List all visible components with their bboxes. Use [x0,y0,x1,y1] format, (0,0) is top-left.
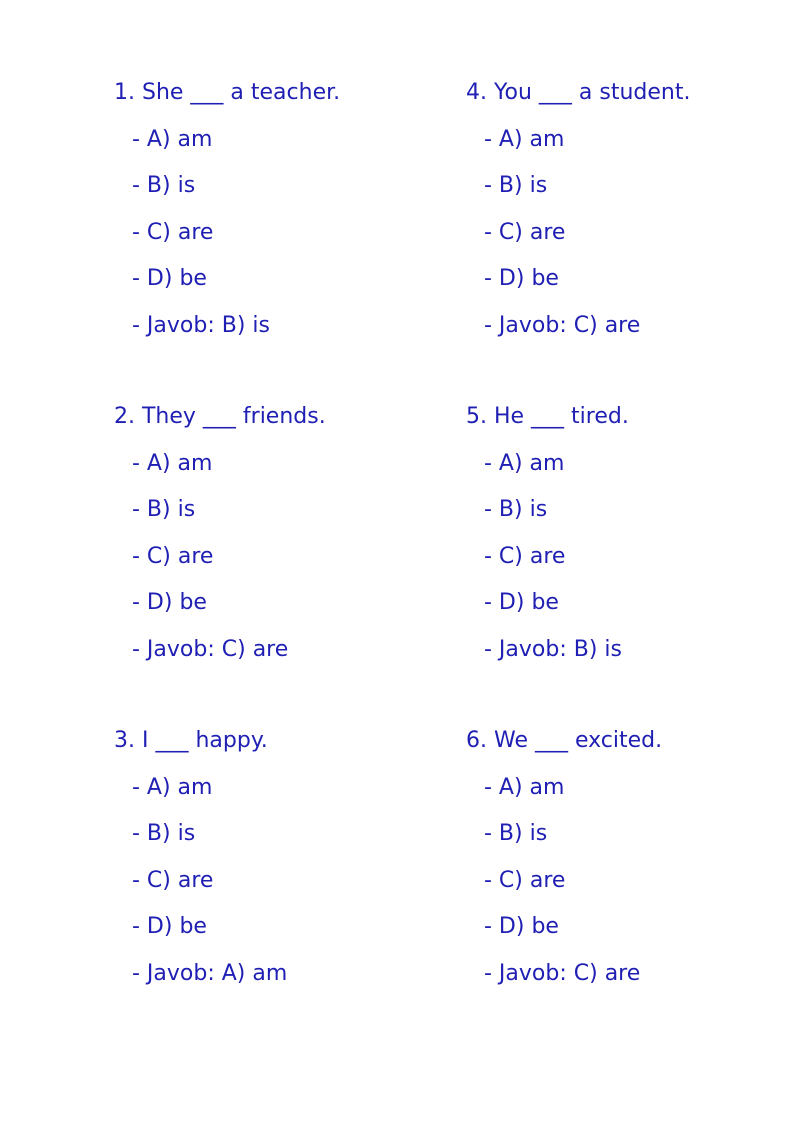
answer-line: - Javob: C) are [484,960,641,986]
answer-line: - Javob: A) am [132,960,288,986]
option-d: - D) be [484,590,559,615]
question-3 [114,726,434,1050]
option-d: - D) be [132,590,207,615]
answer-line: - Javob: C) are [132,636,289,662]
option-a: - A) am [484,126,565,152]
option-b: - B) is [484,821,548,846]
option-c: - C) are [132,219,214,245]
option-a: - A) am [484,450,565,476]
right-column [466,78,786,1050]
question-1 [114,78,434,402]
option-a: - A) am [132,774,213,800]
answer-line: - Javob: B) is [484,636,622,662]
option-c: - C) are [484,543,566,569]
option-b: - B) is [132,821,196,846]
question-title: 5. He ___ tired. [466,404,629,429]
option-c: - C) are [132,543,214,569]
option-b: - B) is [484,173,548,198]
question-title: 3. I ___ happy. [114,728,268,753]
question-title: 4. You ___ a student. [466,80,691,105]
option-b: - B) is [132,497,196,522]
option-a: - A) am [484,774,565,800]
question-title: 1. She ___ a teacher. [114,80,341,105]
answer-line: - Javob: C) are [484,312,641,338]
option-d: - D) be [132,914,207,939]
question-2 [114,402,434,726]
question-title: 2. They ___ friends. [114,404,326,429]
option-a: - A) am [132,450,213,476]
option-c: - C) are [484,219,566,245]
answer-line: - Javob: B) is [132,312,270,338]
option-c: - C) are [132,867,214,893]
question-title: 6. We ___ excited. [466,728,663,753]
option-c: - C) are [484,867,566,893]
question-5 [466,402,786,726]
option-a: - A) am [132,126,213,152]
question-4 [466,78,786,402]
option-d: - D) be [132,266,207,291]
option-d: - D) be [484,914,559,939]
option-b: - B) is [132,173,196,198]
option-d: - D) be [484,266,559,291]
question-6 [466,726,786,1050]
option-b: - B) is [484,497,548,522]
left-column [114,78,434,1050]
